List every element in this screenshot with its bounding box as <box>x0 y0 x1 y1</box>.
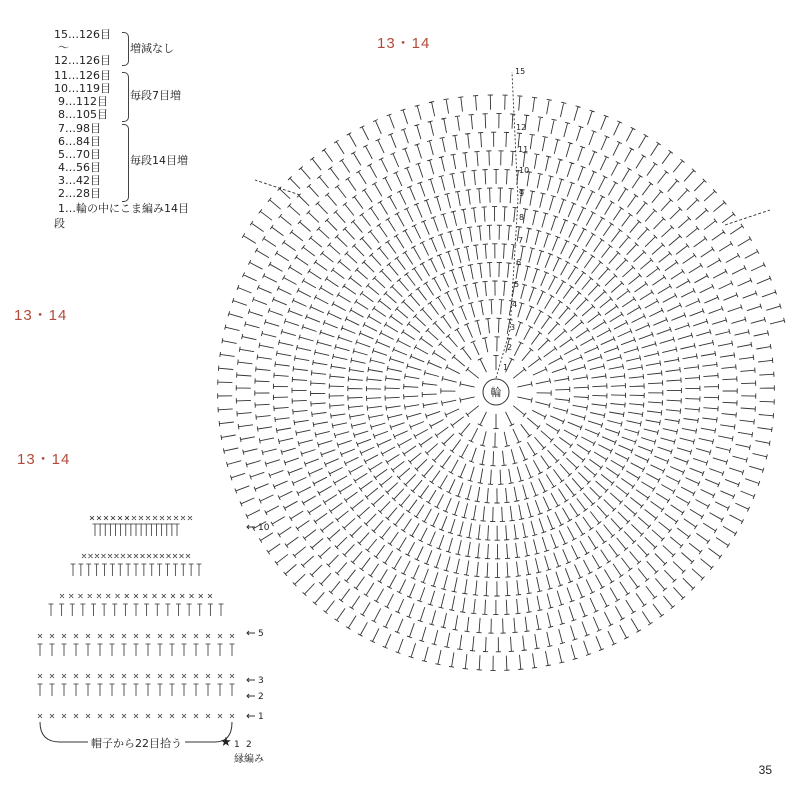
pickup-label: 帽子から22目拾う <box>88 735 185 751</box>
round-number-label: 12 <box>516 123 527 132</box>
round-number-label: 5 <box>514 280 520 289</box>
edge-label: 縁編み <box>234 754 264 765</box>
round-number-label: 4 <box>512 300 518 309</box>
round-number-label: 15 <box>515 67 526 76</box>
legend-row: 10…119目 <box>54 82 111 95</box>
section-title-brim: 13・14 <box>17 451 71 468</box>
legend-row: 8…105目 <box>58 108 108 121</box>
section-title-mid: 13・14 <box>14 307 68 324</box>
legend-row: 15…126目 <box>54 28 111 41</box>
legend-row-suffix: 段 <box>54 217 65 230</box>
legend-row: 5…70目 <box>58 148 101 161</box>
legend-row: 12…126目 <box>54 54 111 67</box>
round-number-label: 1 <box>503 363 509 372</box>
legend-row: 3…42目 <box>58 174 101 187</box>
row-arrow <box>247 694 255 698</box>
round-number-label: 8 <box>519 213 525 222</box>
round-number-label: 7 <box>518 236 524 245</box>
center-ring-label: 輪 <box>490 386 502 399</box>
round-number-label: 2 <box>507 343 513 352</box>
row-arrow <box>247 678 255 682</box>
legend-group-no-change: 増減なし <box>130 42 174 55</box>
brim-stitches <box>38 516 235 718</box>
round-number-label: 3 <box>510 323 516 332</box>
legend-group-plus14: 毎段14目増 <box>130 154 188 167</box>
row-number-label: 2 <box>258 692 264 702</box>
row-number-label: 3 <box>258 676 264 686</box>
row-arrow <box>247 631 255 635</box>
legend-row: 2…28目 <box>58 187 101 200</box>
row-number-label: 5 <box>258 629 264 639</box>
legend-row: 4…56目 <box>58 161 101 174</box>
star-marker: ★ <box>220 735 232 750</box>
row-number-label: 1 <box>258 712 264 722</box>
page-number: 35 <box>758 763 772 777</box>
row-arrow <box>247 714 255 718</box>
legend-row: 7…98目 <box>58 122 101 135</box>
legend-row: 9…112目 <box>58 95 108 108</box>
diagram-title: 13・14 <box>377 35 431 52</box>
row-arrow <box>247 525 255 529</box>
legend-group-plus7: 毎段7目増 <box>130 89 181 102</box>
brim-stitch-marks <box>38 516 235 718</box>
round-number-label: 9 <box>519 189 525 198</box>
legend-row: 11…126目 <box>54 69 111 82</box>
row-number-label: 10 <box>258 523 270 533</box>
col-label-1: 1 <box>234 740 240 750</box>
round-number-label: 11 <box>518 145 529 154</box>
legend-row: 6…84目 <box>58 135 101 148</box>
round-number-label: 10 <box>519 166 530 175</box>
round-number-label: 6 <box>516 258 522 267</box>
col-label-2: 2 <box>246 740 252 750</box>
legend-row: ～ <box>58 41 69 54</box>
legend-row: 1…輪の中にこま編み14目 <box>58 202 189 215</box>
brim-row-labels <box>247 523 270 722</box>
